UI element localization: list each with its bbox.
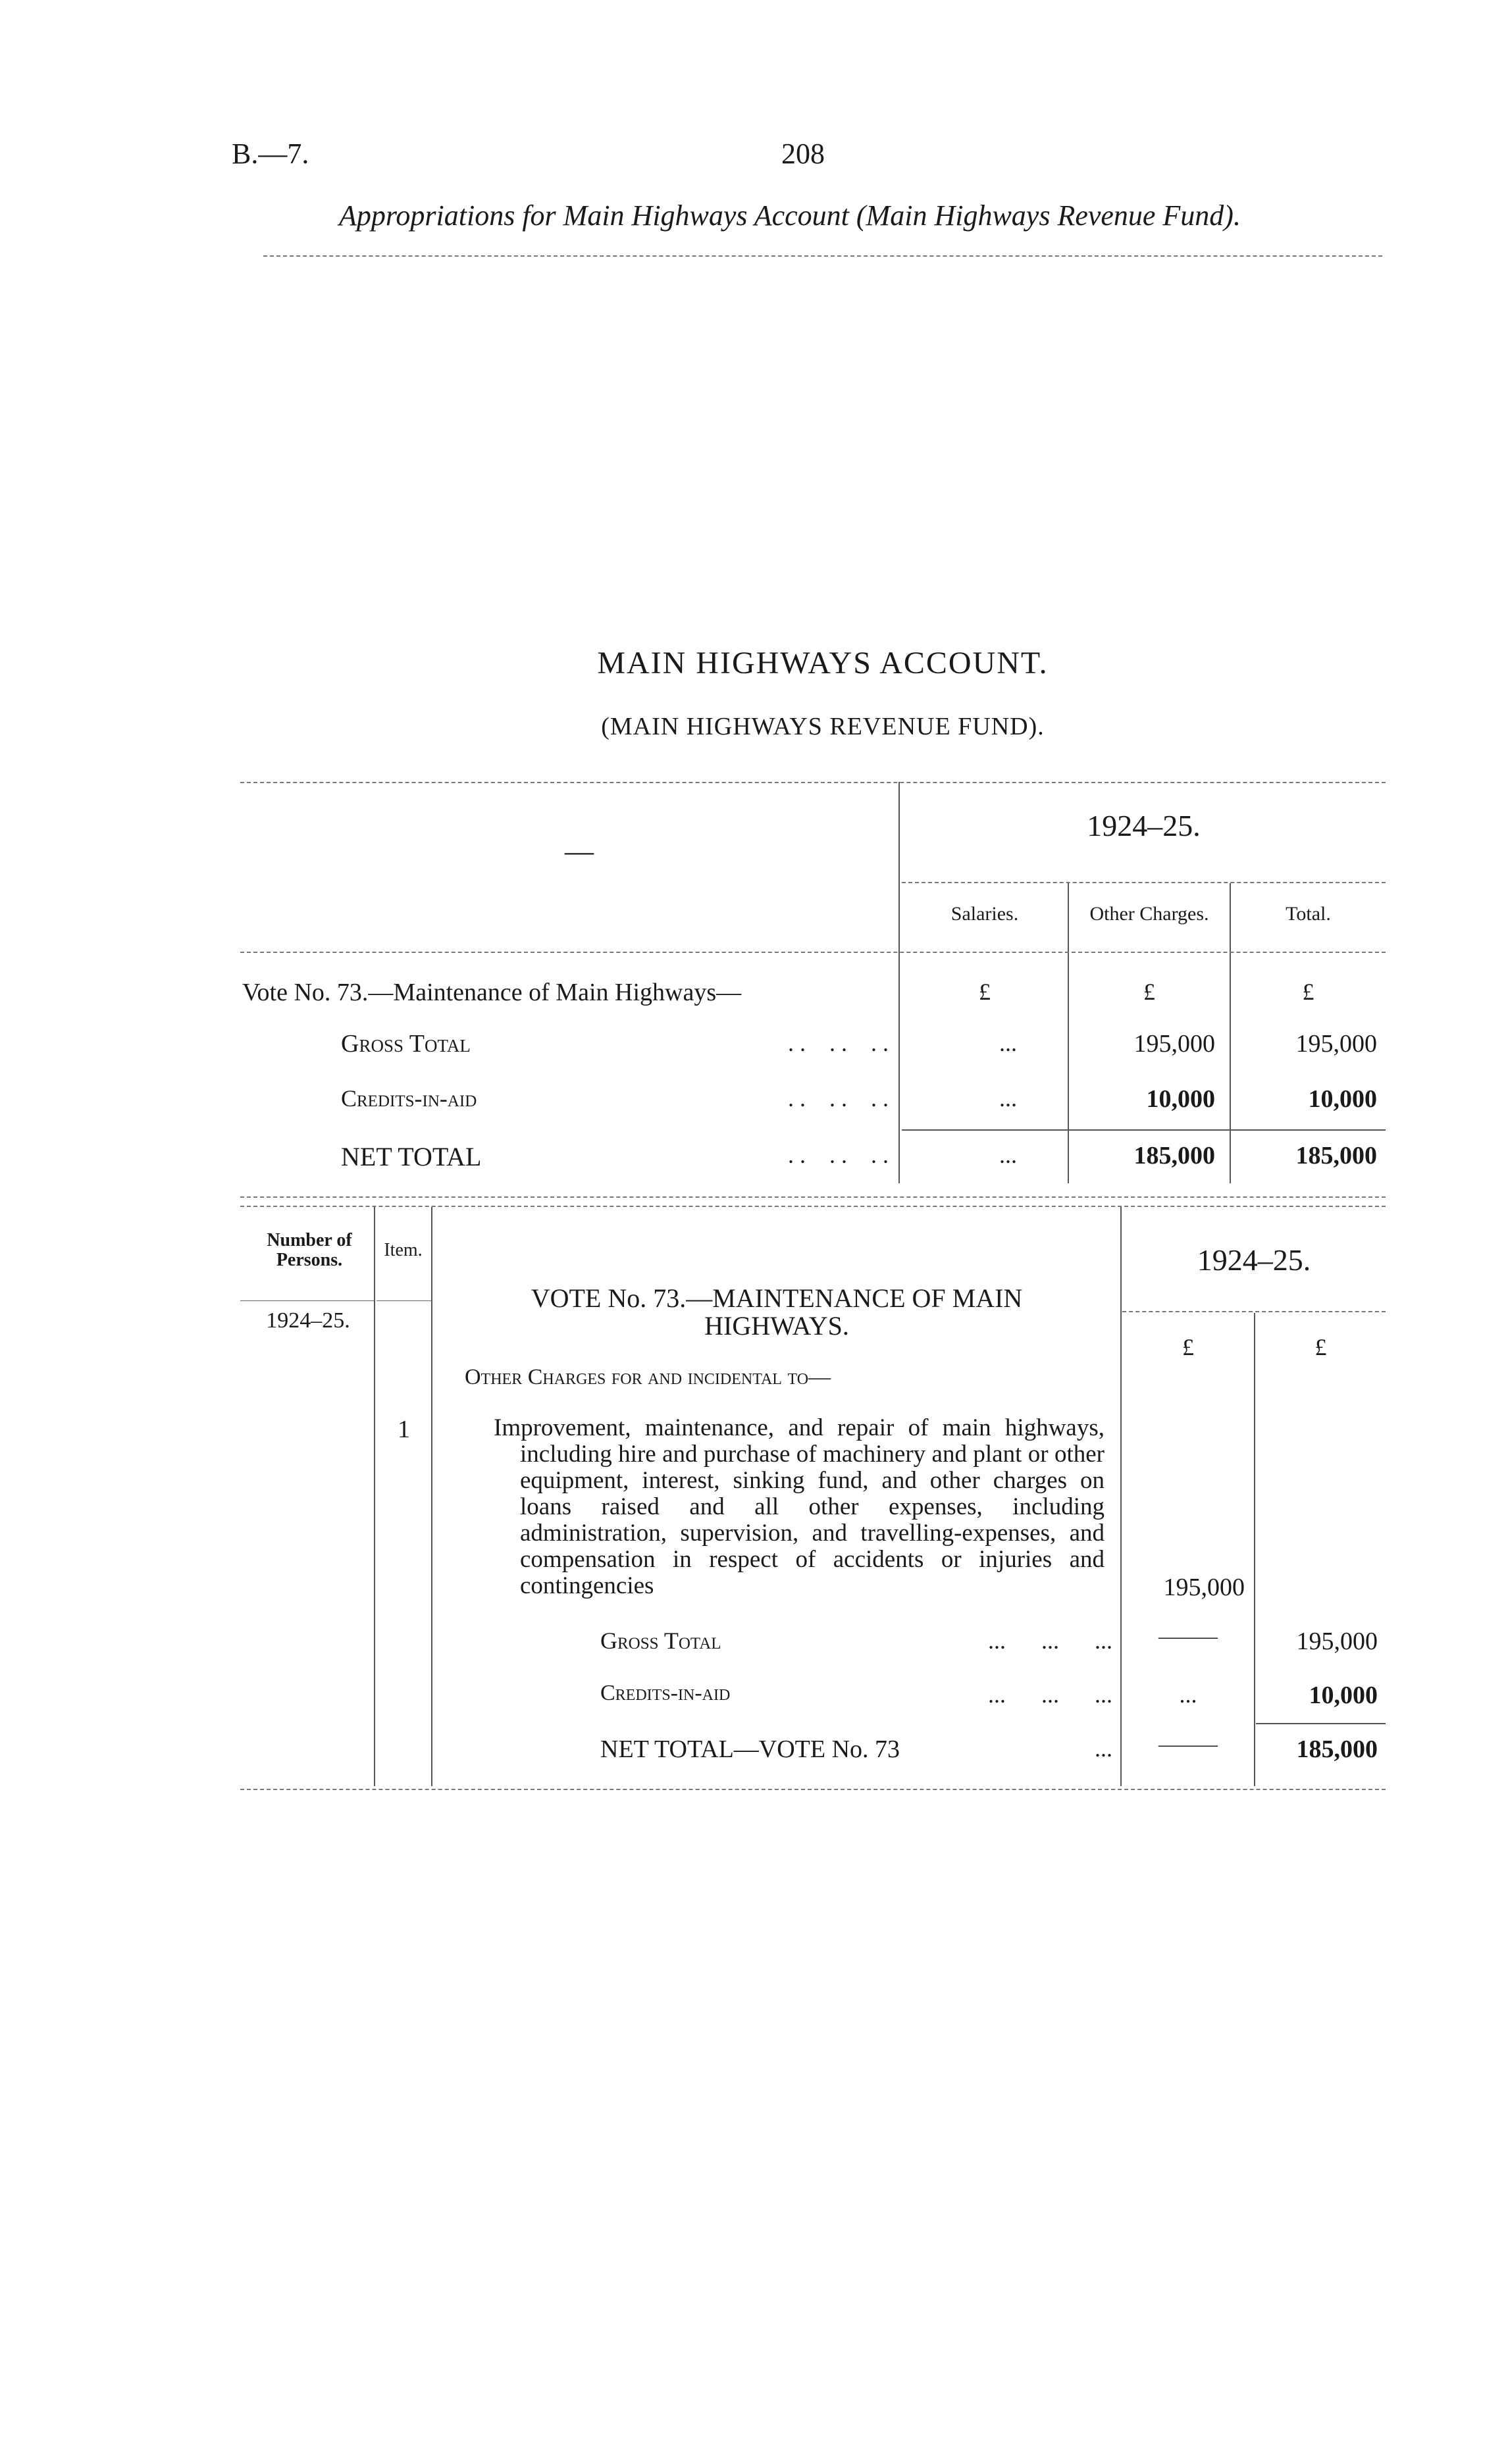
summary-subtitle: (MAIN HIGHWAYS REVENUE FUND). [601, 713, 1045, 740]
summary-year: 1924–25. [1087, 809, 1201, 842]
detail-net-sub: ——— [1158, 1733, 1218, 1755]
summary-gross-total: 195,000 [1295, 1030, 1377, 1058]
col-header-other-charges: Other Charges. [1089, 903, 1209, 925]
header-rule [263, 255, 1382, 257]
summary-net-total: 185,000 [1295, 1142, 1377, 1169]
detail-net-dots: ... [1095, 1735, 1112, 1762]
currency-total: £ [1302, 979, 1314, 1005]
summary-bottom-rule [240, 1196, 1386, 1198]
summary-credits-salaries: ... [999, 1085, 1017, 1112]
detail-currency-1: £ [1182, 1334, 1194, 1360]
item-description: Improvement, maintenance, and repair of main highways, including hire and purchase of machinery and plant or other equipment, interest, sinking fund, and other charges on loans raised and all other expenses, including administration, supervision, and travelling-expenses, and compensation in respect of accidents or injuries and contingencies [494, 1414, 1105, 1599]
detail-net-label: NET TOTAL—VOTE No. 73 [600, 1735, 900, 1763]
detail-gross-dots: ... ... ... [988, 1628, 1112, 1654]
currency-salaries: £ [979, 979, 991, 1005]
item-header-rule [377, 1300, 431, 1301]
summary-credits-dots: . . . . . . [788, 1085, 889, 1112]
summary-title: MAIN HIGHWAYS ACCOUNT. [597, 646, 1049, 680]
page-subtitle: Appropriations for Main Highways Account (Main Highways Revenue Fund). [339, 199, 1241, 232]
detail-bottom-rule [240, 1789, 1386, 1790]
summary-credits-other: 10,000 [1146, 1085, 1215, 1113]
detail-subtotal-rule [1256, 1723, 1386, 1724]
detail-credits-sub: ... [1179, 1681, 1197, 1708]
vote-line: Vote No. 73.—Maintenance of Main Highways— [242, 979, 742, 1006]
persons-year: 1924–25. [266, 1308, 350, 1333]
summary-gross-salaries: ... [999, 1030, 1017, 1056]
summary-year-rule [902, 882, 1386, 883]
detail-div-amounts-2 [1254, 1313, 1255, 1786]
summary-header-rule [240, 952, 1386, 953]
page-reference: B.—7. [232, 138, 309, 170]
summary-dash: — [565, 835, 594, 867]
summary-subtotal-rule [902, 1129, 1386, 1131]
col-header-salaries: Salaries. [950, 903, 1019, 925]
detail-gross-sub: ——— [1158, 1626, 1218, 1647]
detail-year: 1924–25. [1197, 1243, 1311, 1277]
item-amount: 195,000 [1163, 1574, 1245, 1601]
detail-currency-2: £ [1314, 1334, 1327, 1360]
summary-top-rule [240, 782, 1386, 783]
currency-other: £ [1143, 979, 1155, 1005]
item-number: 1 [398, 1416, 410, 1443]
summary-gross-dots: . . . . . . [788, 1030, 889, 1056]
detail-div-item [431, 1207, 432, 1786]
detail-credits-amount: 10,000 [1309, 1681, 1378, 1709]
detail-gross-label: Gross Total [600, 1628, 721, 1654]
detail-credits-label: Credits-in-aid [600, 1681, 731, 1705]
col-header-number-of-persons: Number of Persons. [267, 1230, 352, 1270]
vote-title: VOTE No. 73.—MAINTENANCE OF MAIN HIGHWAYS. [531, 1283, 1023, 1341]
col-header-total: Total. [1286, 903, 1331, 925]
summary-gross-other: 195,000 [1133, 1030, 1215, 1058]
col-header-item: Item. [384, 1240, 423, 1260]
summary-credits-label: Credits-in-aid [341, 1085, 477, 1112]
summary-gross-label: Gross Total [341, 1030, 471, 1058]
detail-div-amounts [1120, 1207, 1122, 1786]
summary-net-salaries: ... [999, 1142, 1017, 1168]
section-heading: Other Charges for and incidental to— [465, 1365, 831, 1389]
summary-credits-total: 10,000 [1308, 1085, 1377, 1113]
summary-net-dots: . . . . . . [788, 1142, 889, 1168]
detail-div-persons [374, 1207, 375, 1786]
persons-header-rule [240, 1300, 374, 1301]
detail-credits-dots: ... ... ... [988, 1681, 1112, 1708]
summary-net-other: 185,000 [1133, 1142, 1215, 1169]
detail-net-amount: 185,000 [1296, 1735, 1378, 1763]
detail-year-rule [1122, 1311, 1386, 1312]
detail-gross-amount: 195,000 [1296, 1628, 1378, 1655]
summary-divider [898, 782, 900, 1183]
summary-net-label: NET TOTAL [341, 1142, 482, 1171]
detail-top-rule [240, 1206, 1386, 1207]
page-number: 208 [781, 138, 825, 170]
